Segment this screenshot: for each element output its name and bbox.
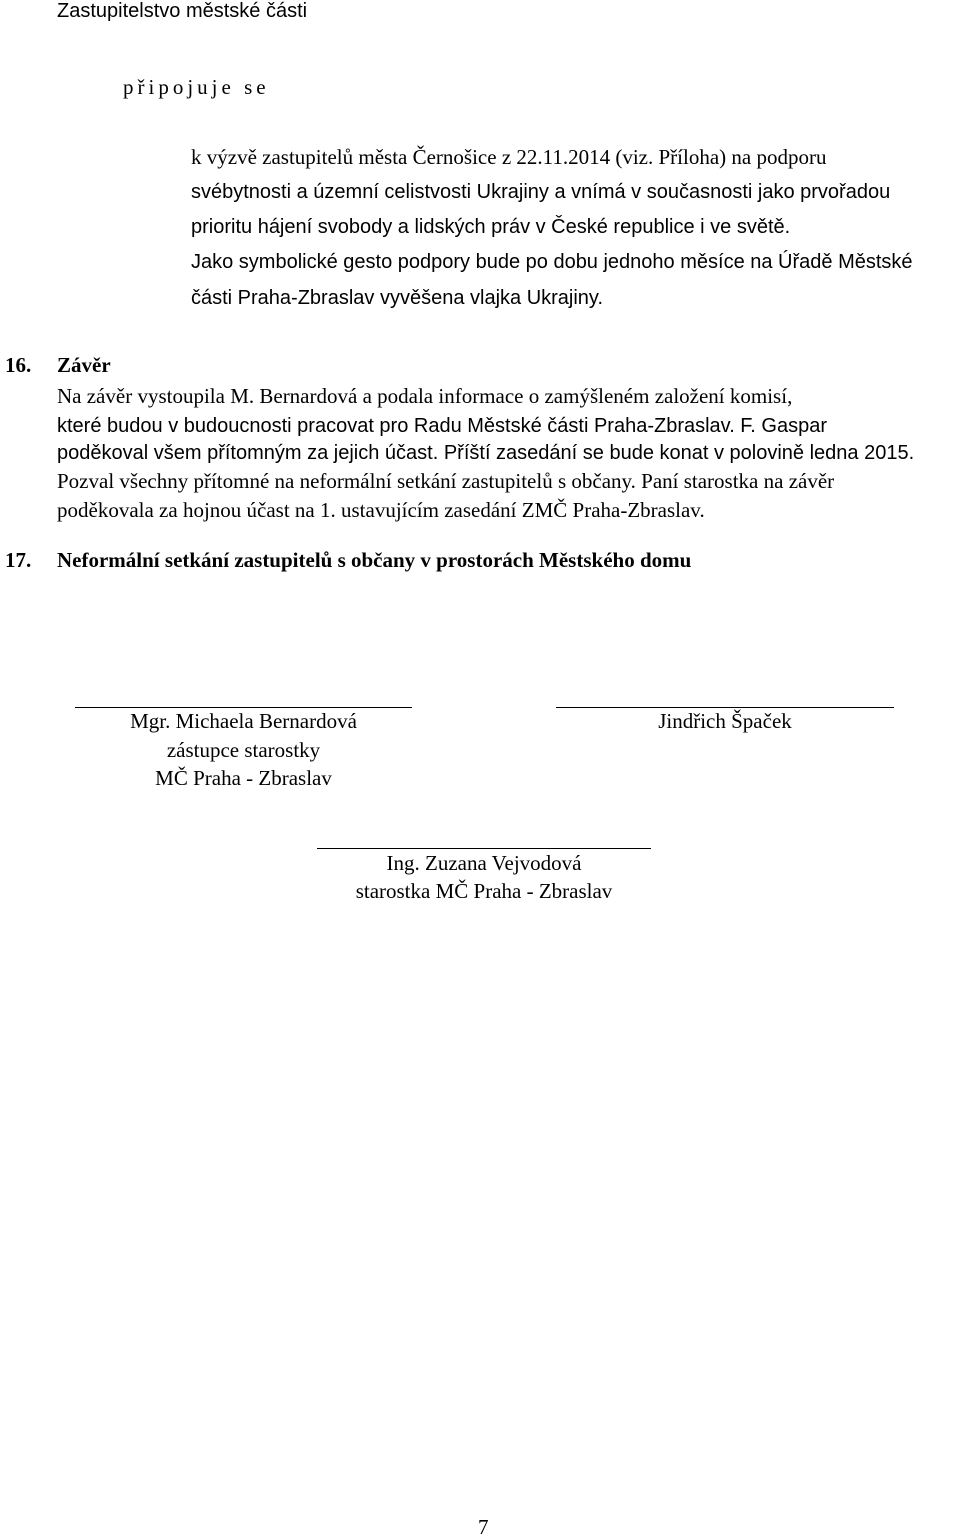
signatory-role-left: zástupce starostky (166, 738, 321, 762)
section-17-number: 17. (5, 548, 32, 572)
section-16-line: Na závěr vystoupila M. Bernardová a podala informace o zamýšleném založení komisí, (57, 384, 793, 408)
signatory-name-left: Mgr. Michaela Bernardová (130, 709, 357, 733)
paragraph-line: části Praha-Zbraslav vyvěšena vlajka Ukrajiny. (191, 287, 604, 309)
section-16-number: 16. (5, 353, 32, 377)
signatory-role-center: starostka MČ Praha - Zbraslav (355, 879, 613, 903)
section-16-line: které budou v budoucnosti pracovat pro Radu Městské části Praha-Zbraslav. F. Gaspar (57, 415, 828, 437)
paragraph-line: k výzvě zastupitelů města Černošice z 22.11.2014 (viz. Příloha) na podporu (191, 145, 827, 169)
signatory-name-right: Jindřich Špaček (658, 709, 792, 733)
section-16-line: poděkoval všem přítomným za jejich účast. Příští zasedání se bude konat v polovině ledna 2015. (57, 442, 915, 464)
signatory-name-center: Ing. Zuzana Vejvodová (386, 851, 582, 875)
paragraph-line: prioritu hájení svobody a lidských práv v České republice i ve světě. (191, 216, 791, 238)
section-17-title: Neformální setkání zastupitelů s občany v prostorách Městského domu (57, 548, 692, 572)
signatory-org-left: MČ Praha - Zbraslav (155, 766, 332, 790)
page-number: 7 (478, 1515, 489, 1539)
signature-line-right (556, 707, 894, 708)
paragraph-line: Jako symbolické gesto podpory bude po dobu jednoho měsíce na Úřadě Městské (191, 251, 913, 273)
resolution-verb: připojuje se (123, 75, 270, 99)
section-16-title: Závěr (57, 353, 111, 377)
document-header: Zastupitelstvo městské části (57, 0, 308, 22)
paragraph-line: svébytnosti a územní celistvosti Ukrajiny a vnímá v současnosti jako prvořadou (191, 181, 891, 203)
signature-line-left (75, 707, 412, 708)
section-16-line: Pozval všechny přítomné na neformální setkání zastupitelů s občany. Paní starostka na závěr (57, 469, 835, 493)
section-16-line: poděkovala za hojnou účast na 1. ustavujícím zasedání ZMČ Praha-Zbraslav. (57, 498, 705, 522)
signature-line-center (317, 848, 651, 849)
